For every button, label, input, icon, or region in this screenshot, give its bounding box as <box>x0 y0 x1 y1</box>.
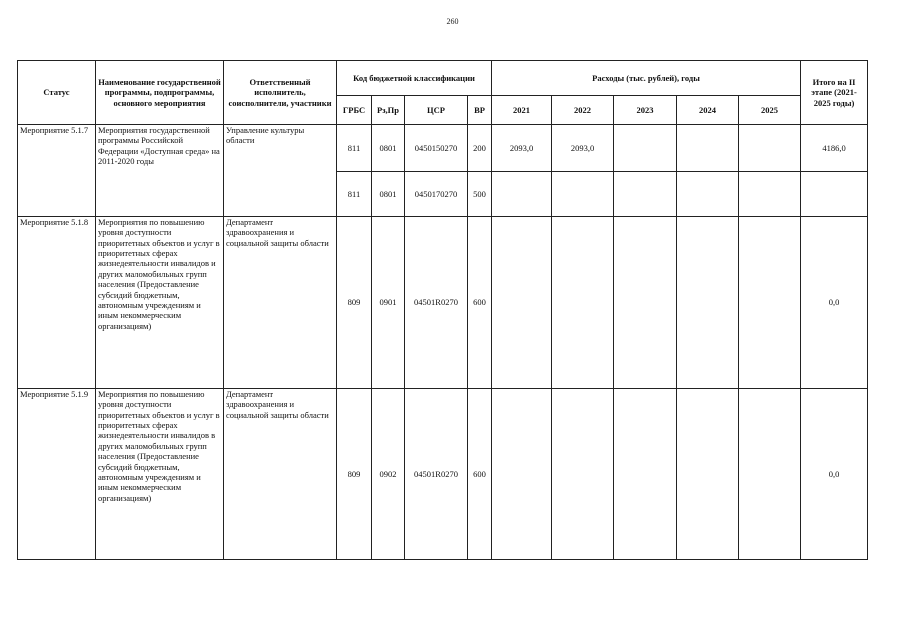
year-2024-cell <box>677 172 739 217</box>
year-2024-cell <box>677 125 739 172</box>
rzpr-cell: 0902 <box>372 389 405 560</box>
name-cell: Мероприятия государственной программы Российской Федерации «Доступная среда» на 2011-2020 годы <box>96 125 224 217</box>
rzpr-cell: 0801 <box>372 172 405 217</box>
year-2022-cell: 2093,0 <box>552 125 614 172</box>
total-cell: 0,0 <box>801 389 868 560</box>
year-2023-cell <box>614 125 677 172</box>
csr-cell: 04501R0270 <box>405 389 468 560</box>
year-2024-cell <box>677 389 739 560</box>
header-csr: ЦСР <box>405 96 468 125</box>
header-status: Статус <box>18 61 96 125</box>
status-cell: Мероприятие 5.1.8 <box>18 217 96 389</box>
responsible-cell: Департамент здравоохранения и социальной защиты области <box>224 389 337 560</box>
year-2025-cell <box>739 217 801 389</box>
csr-cell: 04501R0270 <box>405 217 468 389</box>
header-total: Итого на II этапе (2021-2025 годы) <box>801 61 868 125</box>
header-vr: ВР <box>468 96 492 125</box>
table-row <box>18 389 868 560</box>
year-2024-cell <box>677 217 739 389</box>
rzpr-cell: 0901 <box>372 217 405 389</box>
header-year-2024: 2024 <box>677 96 739 125</box>
vr-cell: 200 <box>468 125 492 172</box>
year-2023-cell <box>614 389 677 560</box>
header-rzpr: Рз,Пр <box>372 96 405 125</box>
responsible-cell: Департамент здравоохранения и социальной защиты области <box>224 217 337 389</box>
responsible-cell: Управление культуры области <box>224 125 337 217</box>
csr-cell: 0450170270 <box>405 172 468 217</box>
table-row <box>18 217 868 389</box>
header-year-2025: 2025 <box>739 96 801 125</box>
vr-cell: 600 <box>468 389 492 560</box>
budget-table <box>17 60 868 560</box>
header-grbs: ГРБС <box>337 96 372 125</box>
status-cell: Мероприятие 5.1.7 <box>18 125 96 217</box>
grbs-cell: 809 <box>337 389 372 560</box>
vr-cell: 500 <box>468 172 492 217</box>
year-2025-cell <box>739 125 801 172</box>
status-cell: Мероприятие 5.1.9 <box>18 389 96 560</box>
table-row <box>18 125 868 172</box>
year-2021-cell: 2093,0 <box>492 125 552 172</box>
header-year-2023: 2023 <box>614 96 677 125</box>
year-2025-cell <box>739 389 801 560</box>
total-cell: 0,0 <box>801 217 868 389</box>
year-2025-cell <box>739 172 801 217</box>
year-2022-cell <box>552 217 614 389</box>
vr-cell: 600 <box>468 217 492 389</box>
page-number: 260 <box>446 17 459 26</box>
header-expenses: Расходы (тыс. рублей), годы <box>492 61 801 96</box>
header-row-1 <box>18 61 868 96</box>
total-cell: 4186,0 <box>801 125 868 172</box>
year-2022-cell <box>552 389 614 560</box>
total-cell <box>801 172 868 217</box>
header-year-2021: 2021 <box>492 96 552 125</box>
year-2021-cell <box>492 389 552 560</box>
year-2023-cell <box>614 217 677 389</box>
year-2021-cell <box>492 172 552 217</box>
header-responsible: Ответственный исполнитель, соисполнители, участники <box>224 61 337 125</box>
csr-cell: 0450150270 <box>405 125 468 172</box>
grbs-cell: 809 <box>337 217 372 389</box>
year-2023-cell <box>614 172 677 217</box>
header-budget-code: Код бюджетной классификации <box>337 61 492 96</box>
header-year-2022: 2022 <box>552 96 614 125</box>
name-cell: Мероприятия по повышению уровня доступности приоритетных объектов и услуг в приоритетных сферах жизнедеятельности инвалидов и других маломобильных групп населения (Предоставление субсидий бюджетным, автономным учреждениям и иным некоммерческим организациям) <box>96 217 224 389</box>
name-cell: Мероприятия по повышению уровня доступности приоритетных объектов и услуг в приоритетных сферах жизнедеятельности инвалидов в других маломобильных групп населения (Предоставление субсидий бюджетным, автономным учреждениям и иным некоммерческим организациям) <box>96 389 224 560</box>
rzpr-cell: 0801 <box>372 125 405 172</box>
header-name: Наименование государственной программы, подпрограммы, основного мероприятия <box>96 61 224 125</box>
grbs-cell: 811 <box>337 125 372 172</box>
year-2021-cell <box>492 217 552 389</box>
grbs-cell: 811 <box>337 172 372 217</box>
year-2022-cell <box>552 172 614 217</box>
